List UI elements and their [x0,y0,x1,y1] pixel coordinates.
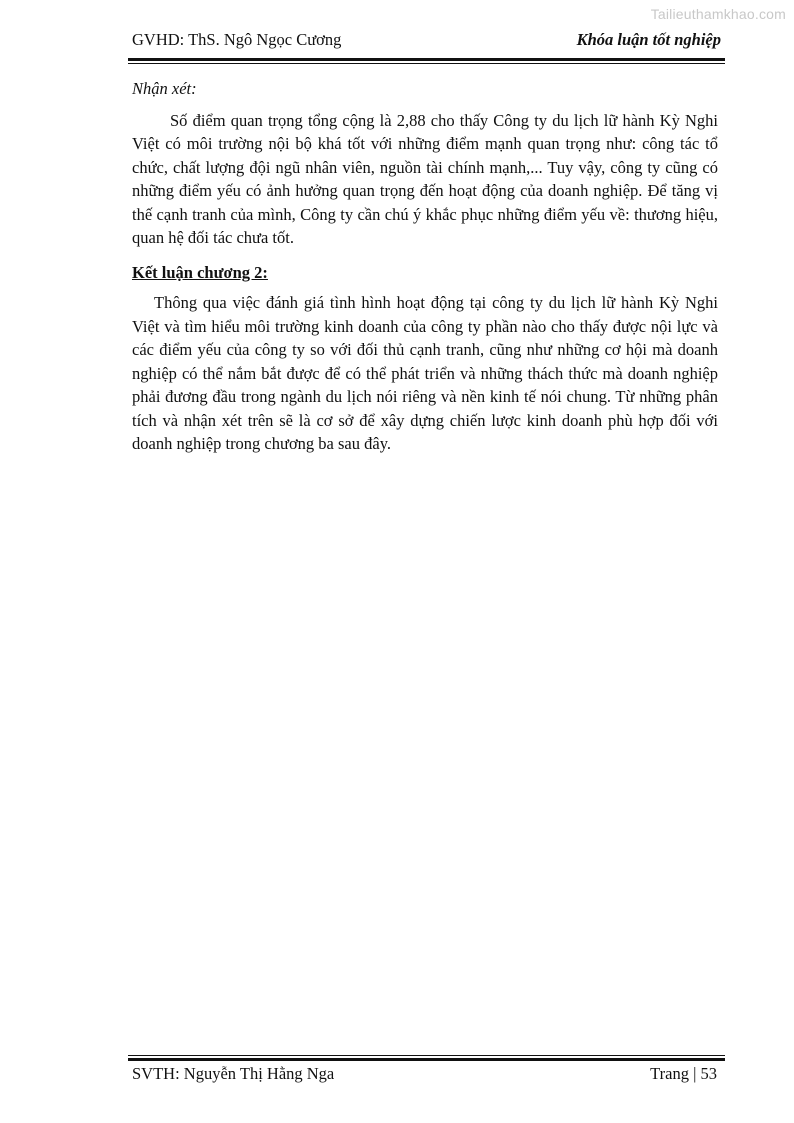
page-content [132,77,718,456]
header-supervisor: GVHD: ThS. Ngô Ngọc Cương [132,30,342,49]
footer-rule-thick [128,1058,725,1061]
footer-student: SVTH: Nguyễn Thị Hằng Nga [132,1064,335,1083]
header-rule-thick [128,58,725,61]
paragraph-assessment: Số điểm quan trọng tổng cộng là 2,88 cho thấy Công ty du lịch lữ hành Kỳ Nghi Việt có môi trường nội bộ khá tốt với những điểm mạnh quan trọng như: công tác tổ chức, chất lượng đội ngũ nhân viên, nguồn tài chính mạnh,... Tuy vậy, công ty cũng có những điểm yếu có ảnh hưởng quan trọng đến hoạt động của doanh nghiệp. Để tăng vị thế cạnh tranh của mình, Công ty cần chú ý khắc phục những điểm yếu về: thương hiệu, quan hệ đối tác chưa tốt. [132,110,718,247]
page-header [128,30,725,52]
header-rule-thin [128,63,725,64]
watermark-text: Tailieuthamkhao.com [650,6,786,22]
section-heading: Kết luận chương 2: [132,262,268,282]
footer-rule-thin [128,1055,725,1056]
nhan-xet-label: Nhận xét: [132,79,197,98]
page-footer [128,1064,725,1086]
paragraph-conclusion: Thông qua việc đánh giá tình hình hoạt động tại công ty du lịch lữ hành Kỳ Nghi Việt và tìm hiểu môi trường kinh doanh của công ty phần nào cho thấy được nội lực và các điểm yếu của công ty so với đối thủ cạnh tranh, cũng như những cơ hội mà doanh nghiệp có thể nắm bắt được để có thể phát triển và những thách thức mà doanh nghiệp phải đương đầu trong ngành du lịch nói riêng và nền kinh tế nói chung. Từ những phân tích và nhận xét trên sẽ là cơ sở để xây dựng chiến lược kinh doanh phù hợp đối với doanh nghiệp trong chương ba sau đây. [132,293,718,453]
header-thesis-title: Khóa luận tốt nghiệp [576,30,721,49]
page-number: Trang | 53 [650,1064,717,1083]
